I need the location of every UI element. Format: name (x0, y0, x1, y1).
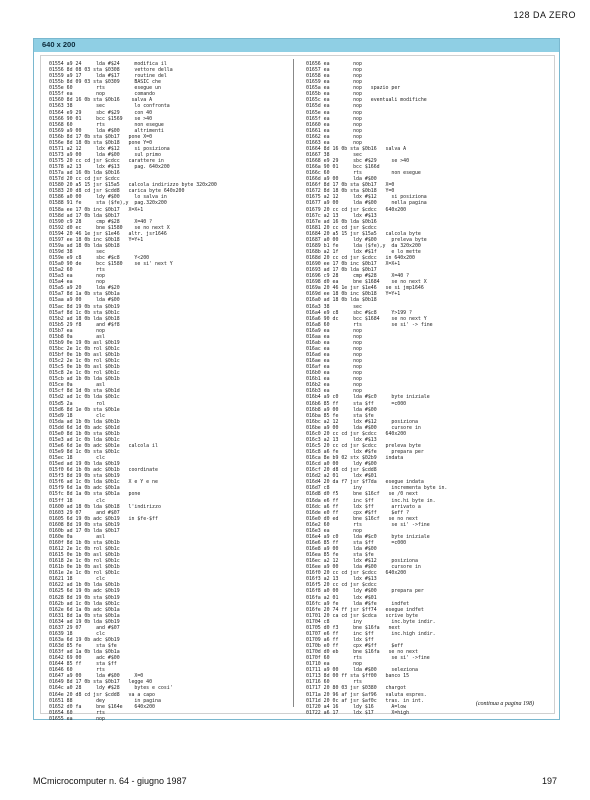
listing-line: 0161e 2e 1c 0b rol $0b1c (49, 570, 120, 577)
listing-line: 015e3 ad 1c 0b lda $0b1c (49, 436, 120, 443)
listing-line: 01684 20 a5 15 jsr $15a5 calcola byte (306, 230, 421, 237)
listing-line: 01566 90 01 bcc $1569 se >40 (49, 115, 153, 122)
listing-line: 0167e ad 16 0b lda $0b16 (306, 218, 377, 225)
listing-line: 015a0 90 de bcc $1580 se si' next Y (49, 261, 173, 268)
panel-header-band (34, 39, 559, 52)
listing-line: 016ac ea nop (306, 345, 362, 352)
listing-line: 01586 a0 00 ldy #$00 lo salva in (49, 194, 167, 201)
listing-line: 015bf 0e 1b 0b asl $0b1b (49, 352, 120, 358)
listing-line: 016ae ea nop (306, 358, 362, 365)
listing-line: 01689 b1 fe lda ($fe),y da 320x200 (306, 242, 421, 249)
listing-line: 015a4 ea nop (49, 279, 105, 286)
listing-line: 01563 38 sec lo confronta (49, 103, 170, 110)
listing-paper (40, 55, 555, 722)
listing-line: 01698 d0 ea bne $1684 se no next X (306, 279, 427, 286)
listing-line: 01664 8d 16 0b sta $0b16 salva A (306, 145, 407, 152)
listing-line: 01717 20 80 03 jsr $0380 chargot (306, 685, 407, 692)
listing-line: 01615 0e 1b 0b asl $0b1b (49, 552, 120, 559)
listing-line: 01656 ea nop (306, 61, 362, 67)
listing-line: 016e2 60 rts se si' ->fine (306, 521, 430, 528)
listing-line: 016b0 ea nop (306, 370, 362, 377)
listing-line: 01660 ea nop (306, 121, 362, 128)
listing-line: 01658 ea nop (306, 73, 362, 80)
listing-line: 0171a 20 96 af jsr $af96 valuta espres. (306, 691, 427, 698)
listing-line: 016b4 a9 c0 lda #$c0 byte iniziale (306, 394, 430, 401)
listing-line: 01578 a2 13 ldx #$13 pag. 640x200 (49, 164, 170, 171)
listing-line: 0165b ea nop (306, 91, 362, 98)
listing-line: 016fa a2 01 ldx #$01 (306, 594, 377, 601)
listing-line: 01554 a9 24 lda #$24 modifica il (49, 61, 167, 67)
listing-line: 0157a ad 16 0b lda $0b16 (49, 170, 120, 177)
listing-line: 01571 a2 12 ldx #$12 si posiziona (49, 145, 170, 152)
listing-line: 01690 ee 17 0b inc $0b17 X=X+1 (306, 261, 401, 268)
listing-line: 01569 a9 00 lda #$00 altrimenti (49, 127, 164, 134)
listing-line: 0156b 8d 17 0b sta $0b17 pone X=0 (49, 133, 153, 140)
listing-line: 01652 d0 fa bne $164e 640x200 (49, 703, 155, 710)
continued-note: (continua a pagina 198) (475, 701, 534, 707)
listing-line: 0166c 60 rts non esegue (306, 170, 421, 177)
panel-label: 640 x 200 (42, 40, 76, 49)
listing-line: 01612 2e 1c 0b rol $0b1c (49, 546, 120, 552)
listing-line: 01618 2e 1c 0b rol $0b1c (49, 558, 120, 565)
column-divider (293, 59, 294, 707)
listing-line: 015a2 60 rts (49, 267, 105, 274)
listing-line: 01580 20 a5 15 jsr $15a5 calcola indirizzo byte 320x200 (49, 182, 217, 189)
listing-line: 015d9 18 clc (49, 412, 105, 419)
listing-line: 016bc a2 12 ldx #$12 posiziona (306, 418, 418, 425)
listing-line: 0167c a2 13 ldx #$13 (306, 212, 377, 219)
listing-line: 01711 a9 00 lda #$00 seleziona (306, 667, 418, 674)
listing-line: 015d6 8d 1e 0b sta $0b1e (49, 406, 120, 413)
listing-line: 016af ea nop (306, 364, 362, 371)
listing-line: 015ce 0a asl (49, 382, 105, 389)
listing-line: 016e3 ea nop (306, 527, 362, 534)
section-header: 128 DA ZERO (513, 10, 576, 20)
listing-line: 01675 a2 12 ldx #$12 si posiziona (306, 194, 427, 201)
listing-line: 016e0 d0 ed bne $16cf se no next (306, 515, 418, 522)
listing-line: 0170f 60 rts se si' ->fine (306, 655, 430, 662)
listing-line: 01655 ea nop (49, 715, 105, 722)
listing-line: 016a9 ea nop (306, 327, 362, 334)
listing-line: 016ea 85 fe sta $fe (306, 552, 374, 559)
listing-line: 0170b e0 ff cpx #$ff $eff (306, 643, 404, 649)
listing-line: 01646 60 rts (49, 667, 105, 674)
listing-line: 0165e ea nop (306, 109, 362, 116)
listing-line: 015c5 0e 1b 0b asl $0b1b (49, 364, 120, 371)
listing-line: 01597 ee 18 0b inc $0b18 Y=Y+1 (49, 236, 144, 243)
listing-line: 0163d 85 fe sta $fe (49, 643, 117, 649)
listing-line: 0158a ee 17 0b inc $0b17 X=X+1 (49, 206, 144, 213)
listing-line: 0166a 90 01 bcc $166d (306, 164, 380, 171)
listing-line: 015a5 a9 20 lda #$20 (49, 285, 120, 292)
listing-line: 016ca 8e b9 02 stx $02b9 indata (306, 455, 404, 462)
listing-line: 016be a9 00 lda #$00 cursore in (306, 424, 421, 431)
listing-line: 01687 a0 00 ldy #$00 preleva byte (306, 236, 427, 243)
listing-line: 01594 20 46 1e jsr $1e46 altr. jsr1646 (49, 230, 167, 237)
listing-line: 016b8 a9 00 lda #$00 (306, 406, 377, 413)
listing-line: 01575 20 cc cd jsr $cdcc carattere in (49, 158, 164, 164)
listing-line: 016b3 ea nop (306, 388, 362, 395)
listing-line: 0165a ea nop spazio per (306, 85, 401, 92)
listing-line: 016c0 20 cc cd jsr $cdcc 640x200 (306, 430, 407, 437)
listing-line: 01704 c8 iny inc.byte indir. (306, 618, 436, 625)
listing-line: 01672 8d 18 0b sta $0b18 Y=0 (306, 188, 395, 195)
listing-line: 01622 ad 1b 0b lda $0b1b (49, 582, 120, 589)
listing-line: 015f6 ad 1c 0b lda $0b1c X e Y e ne (49, 479, 158, 486)
listing-line: 016da e6 ff inc $ff inc.hi byte in. (306, 497, 436, 504)
listing-line: 01603 29 07 and #$07 (49, 509, 120, 516)
listing-line: 015aa a9 00 lda #$00 (49, 297, 120, 304)
listing-line: 0168d 20 cc cd jsr $cdcc in 640x200 (306, 255, 415, 261)
listing-line: 0166d a9 00 lda #$00 (306, 176, 377, 183)
listing-line: 015b5 29 f8 and #$f8 (49, 321, 120, 328)
listing-line: 01668 e9 29 sbc #$29 se >40 (306, 158, 410, 164)
listing-line: 01560 8d 16 0b sta $0b16 salva A (49, 97, 153, 104)
listing-line: 0162e 6d 1a 0b adc $0b1a (49, 606, 120, 613)
listing-line: 01649 8d 17 0b sta $0b17 legge 40 (49, 679, 153, 686)
listing-line: 01705 d0 f3 bne $16fa next (306, 624, 401, 631)
listing-line: 016f3 a2 13 ldx #$13 (306, 576, 377, 583)
listing-line: 0161b 0e 1b 0b asl $0b1b (49, 564, 120, 571)
listing-line: 0158d ad 17 0b lda $0b17 (49, 212, 120, 219)
listing-line: 015c2 2e 1c 0b rol $0b1c (49, 358, 120, 365)
listing-line: 015ec 18 clc (49, 455, 105, 462)
listing-line: 0171d 20 0c af jsr $af0c tras. in int. (306, 697, 424, 704)
listing-line: 01677 a9 00 lda #$00 nella pagina (306, 200, 427, 207)
listing-line: 01661 ea nop (306, 127, 362, 134)
listing-line: 016d4 20 da f7 jsr $f7da esegue indata (306, 479, 424, 486)
listing-line: 016fe 20 74 ff jsr $ff74 esegue indfet (306, 606, 424, 613)
listing-line: 015f0 6d 1b 0b adc $0b1b coordinate (49, 467, 158, 474)
listing-line: 01644 85 ff sta $ff (49, 661, 117, 668)
listing-line: 016a0 ad 18 0b lda $0b18 (306, 297, 377, 304)
listing-line: 016fc a9 fe lda #$fe indfet (306, 600, 410, 607)
listing-line: 01600 ad 18 0b lda $0b18 l'indirizzo (49, 503, 161, 510)
listing-line: 01659 ea nop (306, 79, 362, 86)
listing-line: 01696 c9 28 cmp #$28 X=40 ? (306, 273, 410, 280)
listing-line: 01639 18 clc (49, 630, 105, 637)
listing-line: 01642 69 00 adc #$00 (49, 655, 120, 662)
listing-line: 0165f ea nop (306, 115, 362, 122)
listing-panel (33, 38, 560, 720)
listing-line: 016c8 a6 fe ldx #$fe prepara per (306, 449, 424, 455)
listing-line: 01634 ad 19 0b lda $0b19 (49, 618, 120, 625)
listing-line: 01628 8d 19 0b sta $0b19 (49, 594, 120, 601)
listing-line: 016de e0 ff cpx #$ff $eff ? (306, 509, 410, 516)
listing-line: 01663 ea nop (306, 139, 362, 146)
listing-line: 016ad ea nop (306, 352, 362, 358)
listing-line: 0166f 8d 17 0b sta $0b17 X=0 (306, 182, 395, 189)
listing-line: 0165c ea nop eventuali modifiche (306, 97, 427, 104)
listing-line: 015d5 2a rol (49, 400, 105, 407)
listing-column-left (49, 61, 289, 722)
listing-line: 01710 ea nop (306, 661, 362, 668)
listing-line: 015b2 ad 18 0b lda $0b18 (49, 315, 120, 322)
listing-line: 015a7 8d 1a 0b sta $0b1a (49, 291, 120, 298)
listing-line: 01681 20 cc cd jsr $cdcc (306, 224, 377, 231)
footer-page-number: 197 (541, 776, 557, 786)
listing-line: 0164e 20 d8 cd jsr $cdd8 va a capo (49, 691, 155, 698)
listing-line: 015bc 2e 1c 0b rol $0b1c (49, 345, 120, 352)
listing-line: 016a8 60 rts se si' -> fine (306, 321, 433, 328)
listing-line: 015d2 ad 1c 0b lda $0b1c (49, 394, 120, 401)
listing-line: 01559 a9 17 lda #$17 routine del (49, 73, 167, 80)
listing-line: 0170d d0 eb bne $16fa se no next (306, 649, 418, 656)
listing-line: 016f0 20 cc cd jsr $cdcc 640x200 (306, 570, 407, 577)
listing-line: 01651 88 dey in pagina (49, 697, 161, 704)
listing-line: 01564 e9 29 sbc #$29 con 40 (49, 109, 153, 116)
listing-line: 015f3 8d 19 0b sta $0b19 (49, 473, 120, 480)
listing-line: 01701 20 ca cd jsr $cdca scrive byte (306, 612, 418, 619)
listing-line: 0160f 8d 1b 0b sta $0b1b (49, 539, 120, 546)
listing-line: 016e8 a9 00 lda #$00 (306, 546, 377, 552)
listing-line: 015fc 8d 1a 0b sta $0b1a pone (49, 491, 141, 498)
listing-line: 01720 a4 16 ldy $16 A=low (306, 703, 407, 710)
listing-line: 016b2 ea nop (306, 382, 362, 389)
listing-line: 01608 8d 19 0b sta $0b19 (49, 521, 120, 528)
listing-line: 015e0 8d 1b 0b sta $0b1b (49, 430, 120, 437)
listing-line: 015c8 2e 1c 0b rol $0b1c (49, 370, 120, 377)
listing-line: 015f9 6d 1a 0b adc $0b1a (49, 485, 120, 492)
listing-line: 01713 8d 00 ff sta $ff00 banco 15 (306, 673, 410, 680)
listing-line: 01621 18 clc (49, 576, 105, 583)
listing-line: 01625 6d 19 0b adc $0b19 (49, 588, 120, 595)
listing-line: 01707 e6 ff inc $ff inc.high indir. (306, 630, 436, 637)
listing-line: 015cf 8d 1d 0b sta $0b1d (49, 388, 120, 395)
listing-line: 015ff 18 clc (49, 497, 105, 504)
listing-line: 016d7 c8 iny incrementa byte in. (306, 485, 448, 492)
listing-line: 01573 a9 00 lda #$00 sul primo (49, 151, 161, 158)
listing-line: 0159e e9 c8 sbc #$c8 Y<200 (49, 255, 150, 261)
footer-magazine: MCmicrocomputer n. 64 - giugno 1987 (33, 776, 187, 786)
listing-line: 01592 d0 ec bne $1580 se no next X (49, 224, 170, 231)
listing-line: 01716 60 rts (306, 679, 362, 686)
listing-line: 01647 a9 00 lda #$00 X=0 (49, 673, 144, 680)
listing-line: 015b7 ea nop (49, 327, 105, 334)
listing-line: 0163f ad 1a 0b lda $0b1a (49, 649, 120, 656)
listing-line: 016b6 85 ff sta $ff =c000 (306, 400, 407, 407)
listing-line: 016c3 a2 13 ldx #$13 (306, 436, 377, 443)
listing-line: 016b1 ea nop (306, 376, 362, 383)
listing-line: 0169d ee 18 0b inc $0b18 Y=Y+1 (306, 291, 401, 298)
listing-line: 01631 8d 1a 0b sta $0b1a (49, 612, 120, 619)
listing-line: 016cf 20 d8 cd jsr $cdd8 (306, 467, 377, 474)
listing-line: 0159d 38 sec (49, 248, 105, 255)
listing-line: 01637 29 07 and #$07 (49, 624, 120, 631)
listing-line: 015a3 ea nop (49, 273, 105, 280)
listing-line: 016aa ea nop (306, 333, 362, 340)
listing-line: 016a4 e9 c8 sbc #$c8 Y>199 ? (306, 309, 412, 316)
listing-line: 01709 a6 ff ldx $ff (306, 636, 374, 643)
listing-line: 016d2 a2 01 ldx #$01 (306, 473, 377, 480)
listing-line: 016f5 20 cc cd jsr $cdcc (306, 582, 377, 589)
listing-line: 016dc a6 ff ldx $ff arrivato a (306, 503, 421, 510)
listing-line: 01556 8d 08 03 sta $0308 vettore della (49, 67, 173, 74)
listing-line: 015ed ad 19 0b lda $0b19 (49, 461, 120, 468)
listing-line: 01590 c9 28 cmp #$28 X=40 ? (49, 218, 153, 225)
listing-line: 016a3 38 sec (306, 303, 362, 310)
listing-line: 015ac 8d 19 0b sta $0b19 (49, 303, 120, 310)
listing-line: 016ec a2 12 ldx #$12 posiziona (306, 558, 418, 565)
listing-line: 01693 ad 17 0b lda $0b17 (306, 267, 377, 274)
listing-line: 016ab ea nop (306, 339, 362, 346)
listing-line: 01667 38 sec (306, 151, 362, 158)
listing-line: 016e6 85 ff sta $ff =c000 (306, 539, 407, 546)
listing-line: 016d8 d0 f5 bne $16cf se /0 next (306, 491, 418, 498)
listing-line: 0160b ad 17 0b lda $0b17 (49, 527, 120, 534)
listing-line: 016a6 90 dc bcc $1684 se no next Y (306, 315, 427, 322)
listing-line: 015da ad 1b 0b lda $0b1b (49, 418, 120, 425)
listing-line: 0155e 60 rts esegue un (49, 85, 161, 92)
listing-line: 01722 a6 17 ldx $17 X=high (306, 709, 410, 716)
listing-line: 01657 ea nop (306, 67, 362, 74)
listing-line: 01605 6d 19 0b adc $0b19 in $fe-$ff (49, 515, 158, 522)
listing-line: 0164c a0 28 ldy #$28 bytes e cosi' (49, 685, 173, 692)
listing-line: 0169a 20 46 1e jsr $1e46 se si jmp1646 (306, 285, 424, 292)
listing-line: 0157d 20 cc cd jsr $cdcc (49, 176, 120, 183)
listing-line: 016ba 85 fe sta $fe (306, 412, 374, 419)
listing-line: 01654 60 rts (49, 709, 105, 716)
listing-line: 01679 20 cc cd jsr $cdcc 640x200 (306, 206, 407, 213)
listing-line: 01568 60 rts non esegue (49, 121, 164, 128)
listing-line: 0165d ea nop (306, 103, 362, 110)
listing-line: 015e9 8d 1c 0b sta $0b1c (49, 449, 120, 455)
listing-line: 015cb ad 1b 0b lda $0b1b (49, 376, 120, 383)
listing-line: 01662 ea nop (306, 133, 362, 140)
listing-line: 0156e 8d 18 0b sta $0b18 pone Y=0 (49, 139, 153, 146)
listing-line: 0163a 6d 19 0b adc $0b19 (49, 636, 120, 643)
listing-line: 0168b a2 1f ldx #$1f e lo mette (306, 248, 421, 255)
listing-line: 0155f ea nop comando (49, 91, 155, 98)
listing-line: 015af 8d 1c 0b sta $0b1c (49, 309, 120, 316)
listing-line: 0160e 0a asl (49, 533, 105, 540)
listing-line: 01583 20 d8 cd jsr $cdd8 carica byte 640x200 (49, 188, 185, 195)
listing-line: 0159a ad 18 0b lda $0b18 (49, 242, 120, 249)
listing-line: 015e6 6d 1e 0b adc $0b1e calcola il (49, 442, 158, 449)
listing-line: 016cd a0 00 ldy #$00 (306, 461, 377, 468)
listing-line: 016ee a9 00 lda #$00 cursore in (306, 564, 421, 571)
listing-line: 015b8 0a asl (49, 333, 105, 340)
listing-line: 016e4 a9 c0 lda #$c0 byte iniziale (306, 533, 430, 540)
listing-line: 015b9 0e 19 0b asl $0b19 (49, 339, 120, 346)
listing-line: 01588 91 fe sta ($fe),y pag.320x200 (49, 200, 167, 207)
listing-line: 015dd 6d 1d 0b adc $0b1d (49, 424, 120, 431)
listing-line: 0155b 8d 09 03 sta $0309 BASIC che (49, 79, 161, 86)
listing-line: 016f8 a0 00 ldy #$00 prepara per (306, 588, 424, 595)
listing-line: 0162b ad 1c 0b lda $0b1c (49, 600, 120, 607)
listing-line: 016c5 20 cc cd jsr $cdcc preleva byte (306, 442, 421, 449)
